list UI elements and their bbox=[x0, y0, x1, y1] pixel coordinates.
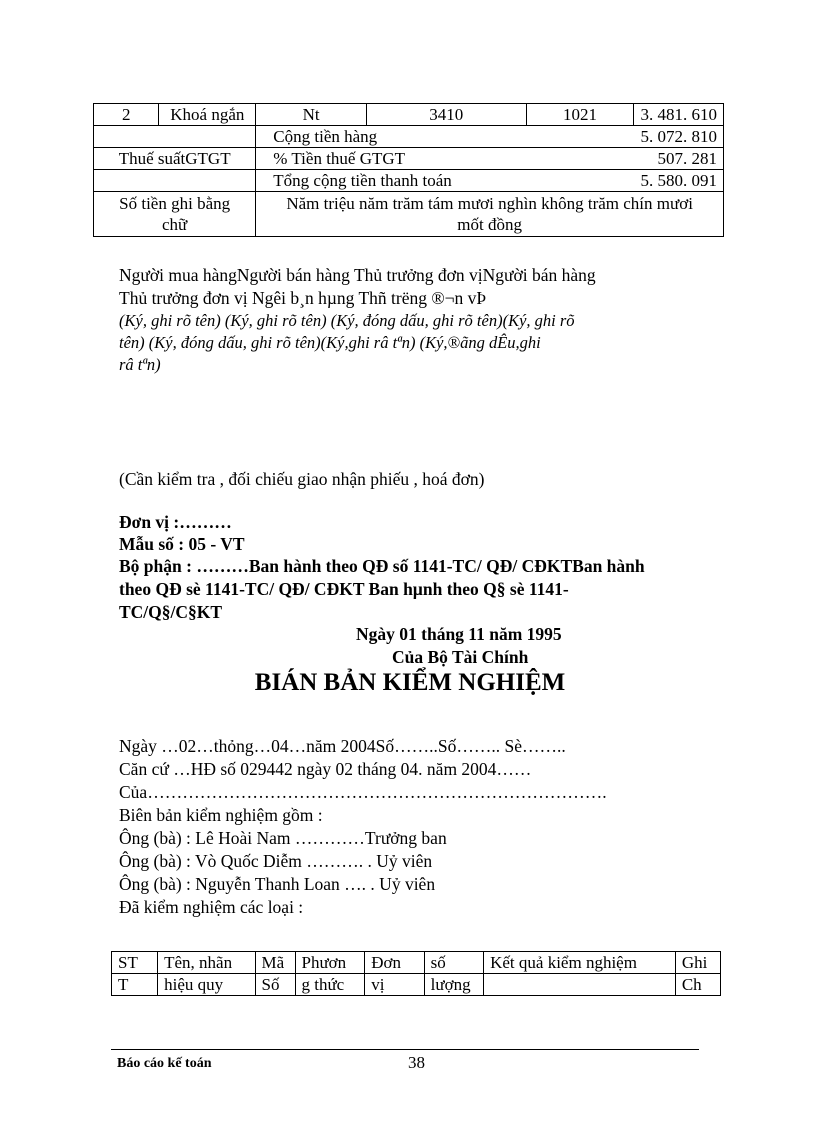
date-line: Ngày …02…thỏng…04…năm 2004Số……..Số…….. Sè…….. bbox=[119, 736, 566, 756]
column-header: g thức bbox=[295, 974, 365, 996]
department-line: theo QĐ sè 1141-TC/ QĐ/ CĐKT Ban hµnh theo Q§ sè 1141- bbox=[119, 579, 569, 599]
vat-label: % Tiền thuế GTGT bbox=[273, 149, 406, 168]
decision-date: Ngày 01 tháng 11 năm 1995 bbox=[356, 624, 562, 644]
column-header: T bbox=[112, 974, 158, 996]
basis-line: Căn cứ …HĐ số 029442 ngày 02 tháng 04. năm 2004…… bbox=[119, 759, 532, 779]
table-row bbox=[94, 170, 724, 192]
table-header-row bbox=[112, 974, 721, 996]
column-header: Mã bbox=[255, 952, 295, 974]
column-header: Phươn bbox=[295, 952, 365, 974]
cell-price: 1021 bbox=[526, 104, 634, 126]
column-header: Ghi bbox=[675, 952, 720, 974]
signature-hint-line: (Ký, ghi rõ tên) (Ký, ghi rõ tên) (Ký, đóng dấu, ghi rõ tên)(Ký, ghi rõ bbox=[119, 311, 575, 330]
cell-amount: 3. 481. 610 bbox=[634, 104, 724, 126]
cell-unit: Nt bbox=[256, 104, 367, 126]
page-number: 38 bbox=[408, 1053, 425, 1072]
column-header bbox=[484, 974, 676, 996]
in-words-label-cont: chữ bbox=[162, 215, 188, 234]
column-header: Số bbox=[255, 974, 295, 996]
column-header: vị bbox=[365, 974, 424, 996]
cell-stt: 2 bbox=[94, 104, 159, 126]
column-header: ST bbox=[112, 952, 158, 974]
member-line: Ông (bà) : Nguyễn Thanh Loan …. . Uỷ viên bbox=[119, 874, 436, 894]
signature-hint-line: tên) (Ký, đóng dấu, ghi rõ tên)(Ký,ghi râ tªn) (Ký,®ãng dÊu,ghi bbox=[119, 333, 541, 352]
footer-divider bbox=[111, 1049, 699, 1050]
in-words-text-cont: mốt đồng bbox=[457, 215, 522, 234]
department-line: TC/Q§/C§KT bbox=[119, 602, 223, 622]
page-title: BIÁN BẢN KIỂM NGHIỆM bbox=[254, 669, 566, 696]
committee-line: Biên bản kiểm nghiệm gồm : bbox=[119, 805, 323, 825]
column-header: Kết quả kiểm nghiệm bbox=[484, 952, 676, 974]
vat-value: 507. 281 bbox=[657, 149, 717, 168]
vat-rate-label: Thuế suấtGTGT bbox=[94, 148, 256, 170]
of-line: Của……………………………………………………………………. bbox=[119, 782, 607, 802]
column-header: số bbox=[424, 952, 483, 974]
cell-quantity: 3410 bbox=[366, 104, 526, 126]
table-row bbox=[94, 192, 724, 237]
in-words-text: Năm triệu năm trăm tám mươi nghìn không trăm chín mươi bbox=[286, 194, 693, 213]
column-header: hiệu quy bbox=[158, 974, 255, 996]
column-header: Ch bbox=[675, 974, 720, 996]
table-row bbox=[94, 126, 724, 148]
total-label: Tổng cộng tiền thanh toán bbox=[273, 171, 452, 190]
footer-title: Báo cáo kế toán bbox=[117, 1056, 212, 1071]
signature-roles-line: Người mua hàngNgười bán hàng Thủ trưởng đơn vịNgười bán hàng bbox=[119, 265, 596, 285]
unit-label: Đơn vị :……… bbox=[119, 512, 232, 532]
check-note: (Cần kiểm tra , đối chiếu giao nhận phiếu , hoá đơn) bbox=[119, 469, 485, 489]
subtotal-value: 5. 072. 810 bbox=[640, 127, 717, 146]
column-header: Đơn bbox=[365, 952, 424, 974]
subtotal-label: Cộng tiền hàng bbox=[273, 127, 378, 146]
signature-hint-line: râ tªn) bbox=[119, 355, 161, 374]
checked-line: Đã kiểm nghiệm các loại : bbox=[119, 897, 304, 917]
issuer: Của Bộ Tài Chính bbox=[392, 647, 529, 667]
signature-roles-line: Thủ trưởng đơn vị Ngêi b¸n hµng Thñ trëng ®¬n vÞ bbox=[119, 288, 487, 308]
department-line: Bộ phận : ………Ban hành theo QĐ số 1141-TC/ QĐ/ CĐKTBan hành bbox=[119, 556, 645, 576]
column-header: lượng bbox=[424, 974, 483, 996]
column-header: Tên, nhãn bbox=[158, 952, 255, 974]
form-number: Mẫu số : 05 - VT bbox=[119, 534, 245, 554]
signatures-block bbox=[119, 264, 719, 374]
member-line: Ông (bà) : Vò Quốc Diễm ………. . Uỷ viên bbox=[119, 851, 433, 871]
member-line: Ông (bà) : Lê Hoài Nam …………Trưởng ban bbox=[119, 828, 447, 848]
total-value: 5. 580. 091 bbox=[640, 171, 717, 190]
invoice-table bbox=[93, 103, 724, 237]
table-row bbox=[94, 104, 724, 126]
table-row bbox=[94, 148, 724, 170]
cell-product-name: Khoá ngắn bbox=[159, 104, 256, 126]
table-header-row bbox=[112, 952, 721, 974]
report-body bbox=[119, 735, 719, 925]
form-header bbox=[119, 511, 719, 621]
in-words-label: Số tiền ghi bằng bbox=[119, 194, 231, 213]
inspection-table bbox=[111, 951, 721, 996]
